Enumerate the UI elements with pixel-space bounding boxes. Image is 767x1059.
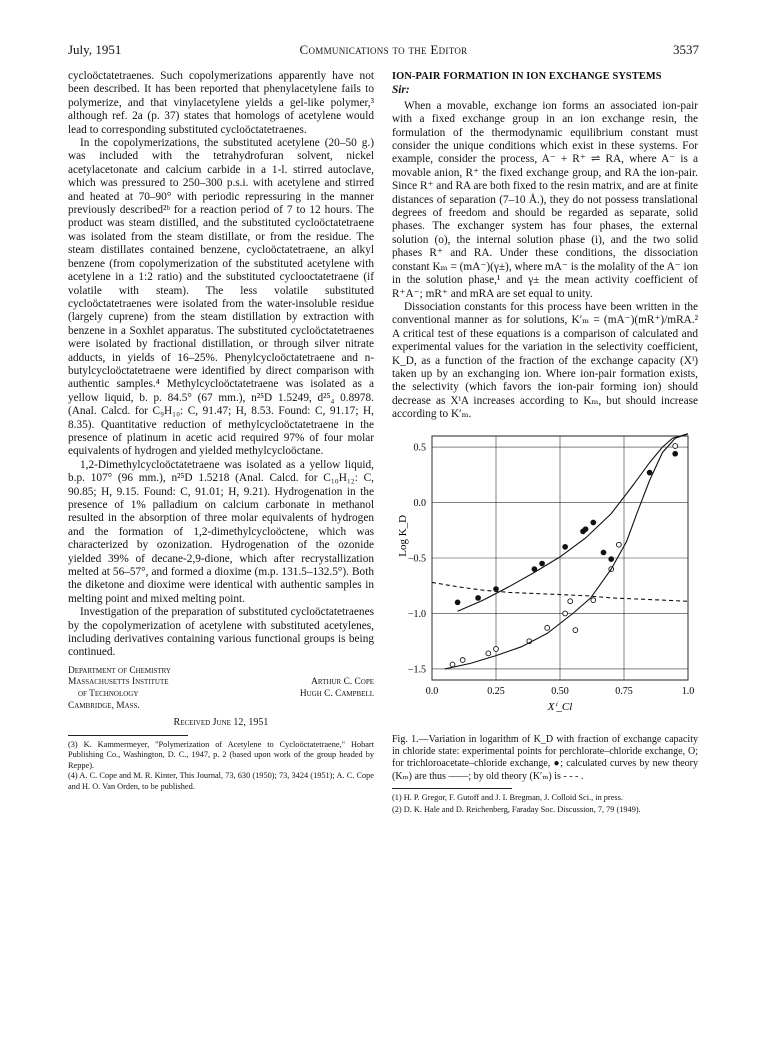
- trichloroacetate-point: [455, 600, 460, 605]
- trichloroacetate-point: [563, 544, 568, 549]
- new-theory-curve: [445, 433, 688, 668]
- x-tick-label: 1.0: [681, 685, 695, 697]
- trichloroacetate-point: [583, 526, 588, 531]
- y-tick-label: −1.0: [407, 608, 426, 620]
- paragraph: cycloöctatetraenes. Such copolymerizations apparently have not been described. It has been reported that phenylacetylene fails to polymerize, and that vinylacetylene yields a gel-like polymer,³ although ref. 2a (p. 37) states that homologs of acetylene would lead to corresponding substituted cycloöctatetraenes.: [68, 70, 374, 136]
- paragraph: 1,2-Dimethylcycloöctatetraene was isolated as a yellow liquid, b.p. 107° (96 mm.), n²⁵D 1.5218 (Anal. Calcd. for C₁₀H₁₂: C, 90.85; H, 9.15. Found: C, 91.01; H, 9.21). Hydrogenation in the presence of 1% palladium on calcium carbonate in methanol resulted in the absorption of three molar equivalents of hydrogen and the formation of 1,2-dimethylcycloöctene, which was characterized by ozonization. Hydrogenation of the ozonide yielded 39% of decane-2,9-dione, which after recrystallization melted at 56–57°, and formed a dioxime (m.p. 131.5–132.5°). Both the diketone and dioxime were identical with authentic samples in melting point and mixed melting point.: [68, 458, 374, 605]
- perchlorate-point: [573, 627, 578, 632]
- perchlorate-point: [591, 597, 596, 602]
- left-column: [68, 70, 374, 793]
- perchlorate-point: [616, 542, 621, 547]
- figure-caption: Fig. 1.—Variation in logarithm of K_D with fraction of exchange capacity in chloride state: experimental points for perchlorate–chloride exchange, O; for trichloroacetate–chloride exchange, ●; calculated curves by new theory (Kₘ) are thus ——; by old theory (K′ₘ) is - - - .: [392, 733, 698, 782]
- paragraph: Dissociation constants for this process have been written in the conventional manner as for solutions, K′ₘ = (mA⁻)(mR⁺)/mRA.² A critical test of these equations is a comparison of calculated and experimental values for the variation in the selectivity coefficient, K_D, as a function of the fraction of the exchange capacity (Xⁱ) taken up by an exchanging ion. Where ion-pair formation exists, the selectivity (which favors the ion-pair forming ion) should decrease as XⁱA increases according to Kₘ, but should increase according to K′ₘ.: [392, 300, 698, 421]
- institution: [68, 666, 171, 712]
- footnote: (4) A. C. Cope and M. R. Kinter, This Journal, 73, 630 (1950); 73, 3424 (1951); A. C. Cope and H. O. Van Orden, to be published.: [68, 771, 374, 792]
- author-name: Arthur C. Cope: [311, 677, 374, 688]
- perchlorate-point: [494, 646, 499, 651]
- y-tick-label: −1.5: [407, 663, 426, 675]
- reference: (1) H. P. Gregor, F. Gutoff and J. I. Bregman, J. Colloid Sci., in press.: [392, 793, 623, 803]
- y-tick-label: 0.0: [413, 497, 426, 509]
- reference-rule: [392, 788, 512, 789]
- salutation: Sir:: [392, 84, 410, 97]
- y-axis-label: Log K_D: [397, 514, 409, 557]
- trichloroacetate-point: [609, 556, 614, 561]
- y-tick-label: 0.5: [413, 442, 426, 454]
- trichloroacetate-point: [540, 561, 545, 566]
- footnote: (3) K. Kammermeyer, "Polymerization of Acetylene to Cycloöctatetraene," Hobart Publishing Co., Washington, D. C., 1947, p. 2 (based upon work of the group headed by Reppe).: [68, 739, 374, 770]
- header-date: July, 1951: [68, 42, 122, 57]
- institution-line: of Technology: [78, 689, 139, 700]
- x-axis-label: Xⁱ_Cl: [547, 700, 573, 713]
- author-name: Hugh C. Campbell: [299, 689, 374, 700]
- institution-line: Massachusetts Institute: [68, 677, 169, 688]
- chart-svg: [392, 428, 698, 728]
- x-tick-label: 0.50: [551, 685, 569, 697]
- perchlorate-point: [486, 651, 491, 656]
- perchlorate-point: [568, 598, 573, 603]
- trichloroacetate-point: [591, 520, 596, 525]
- header-section: Communications to the Editor: [299, 42, 468, 57]
- trichloroacetate-point: [673, 451, 678, 456]
- perchlorate-point: [545, 625, 550, 630]
- trichloroacetate-point: [494, 586, 499, 591]
- reference: (2) D. K. Hale and D. Reichenberg, Faraday Soc. Discussion, 7, 79 (1949).: [392, 804, 641, 814]
- trichloroacetate-point: [476, 595, 481, 600]
- x-tick-label: 0.75: [615, 685, 633, 697]
- paragraph: Investigation of the preparation of substituted cycloöctatetraenes by the copolymerization of acetylene with substituted acetylenes, including derivatives containing various functional groups is being continued.: [68, 606, 374, 659]
- perchlorate-point: [450, 662, 455, 667]
- trichloroacetate-point: [647, 470, 652, 475]
- perchlorate-point: [673, 443, 678, 448]
- header-page-number: 3537: [673, 42, 699, 57]
- institution-line: Department of Chemistry: [68, 665, 171, 676]
- affiliation-block: [68, 666, 374, 712]
- trichloroacetate-point: [601, 550, 606, 555]
- paragraph: When a movable, exchange ion forms an associated ion-pair with a fixed exchange group in an ion exchange resin, the formulation of the thermodynamic equilibrium constant must consider the unique conditions which exist in these systems. For example, consider the process, A⁻ + R⁺ ⇌ RA, where A⁻ is a movable anion, R⁺ the fixed exchange group, and RA the ion-pair. Since R⁺ and RA are both fixed to the resin matrix, and are at finite distances of separation (7–10 Å.), they do not possess translational degrees of freedom and should be regarded as separate, solid phases. The exchanger system has four phases, the external solution (o), the internal solution phase (i), and the two solid phases R⁺ and RA. Under these conditions, the dissociation constant Kₘ = (mA⁻)(γ±), where mA⁻ is the molality of the A⁻ ion in the solution phase,¹ and γ± the mean activity coefficient of R⁺A⁻; mR⁺ and mRA are set equal to unity.: [392, 99, 698, 300]
- right-column: [392, 70, 698, 815]
- perchlorate-point: [563, 611, 568, 616]
- x-tick-label: 0.25: [487, 685, 505, 697]
- perchlorate-point: [460, 657, 465, 662]
- figure-1: [392, 428, 698, 728]
- x-tick-label: 0.0: [425, 685, 439, 697]
- institution-line: Cambridge, Mass.: [68, 700, 140, 711]
- new-theory-curve: [458, 433, 688, 610]
- y-tick-label: −0.5: [407, 553, 426, 565]
- footnote-rule: [68, 735, 188, 736]
- received-date: Received June 12, 1951: [173, 717, 269, 729]
- article-title: ION-PAIR FORMATION IN ION EXCHANGE SYSTEMS: [392, 71, 662, 82]
- paragraph: In the copolymerizations, the substituted acetylene (20–50 g.) was included with the tetrahydrofuran solvent, nickel acetylacetonate and calcium carbide in a 1-l. stirred autoclave, which was pressured to 250–300 p.s.i. with acetylene and stirred and heated at 70–90° with periodic repressuring in the manner previously described²ᵇ for a reaction period of 7 to 12 hours. The product was steam distilled, and the substituted cycloöctatetraene was isolated from the steam distillate, or from the residue. The steam distillates contained benzene, cycloöctatetraene, an alkyl benzene (from copolymerization of the substituted acetylene with acetylene in a 1:2 ratio) and the substituted cyclooctatetraene (if volatile with steam). The less volatile substituted cycloöctatetraenes were isolated from the water-insoluble residue (largely cuprene) from the steam distillation by extraction with benzene in a Soxhlet apparatus. The substituted cycloöctatetraenes were isolated by fractional distillation, or through silver nitrate adducts, in yields of 16–25%. Phenylcycloöctatetraene and n-butylcycloöctatetraene were identified by direct comparison with authentic samples.⁴ Methylcycloöctatetraene was isolated as a yellow liquid, b. p. 84.5° (67 mm.), n²⁵D 1.5249, d²⁵₄ 0.8978. (Anal. Calcd. for C₉H₁₀: C, 91.47; H, 8.53. Found: C, 91.17; H, 8.35). Quantitative reduction of methylcycloöctatetraene in the presence of platinum in acetic acid required 97% of four molar equivalents of hydrogen and yielded methylcycloöctane.: [68, 137, 374, 458]
- authors: [300, 666, 374, 712]
- running-header: [68, 42, 699, 62]
